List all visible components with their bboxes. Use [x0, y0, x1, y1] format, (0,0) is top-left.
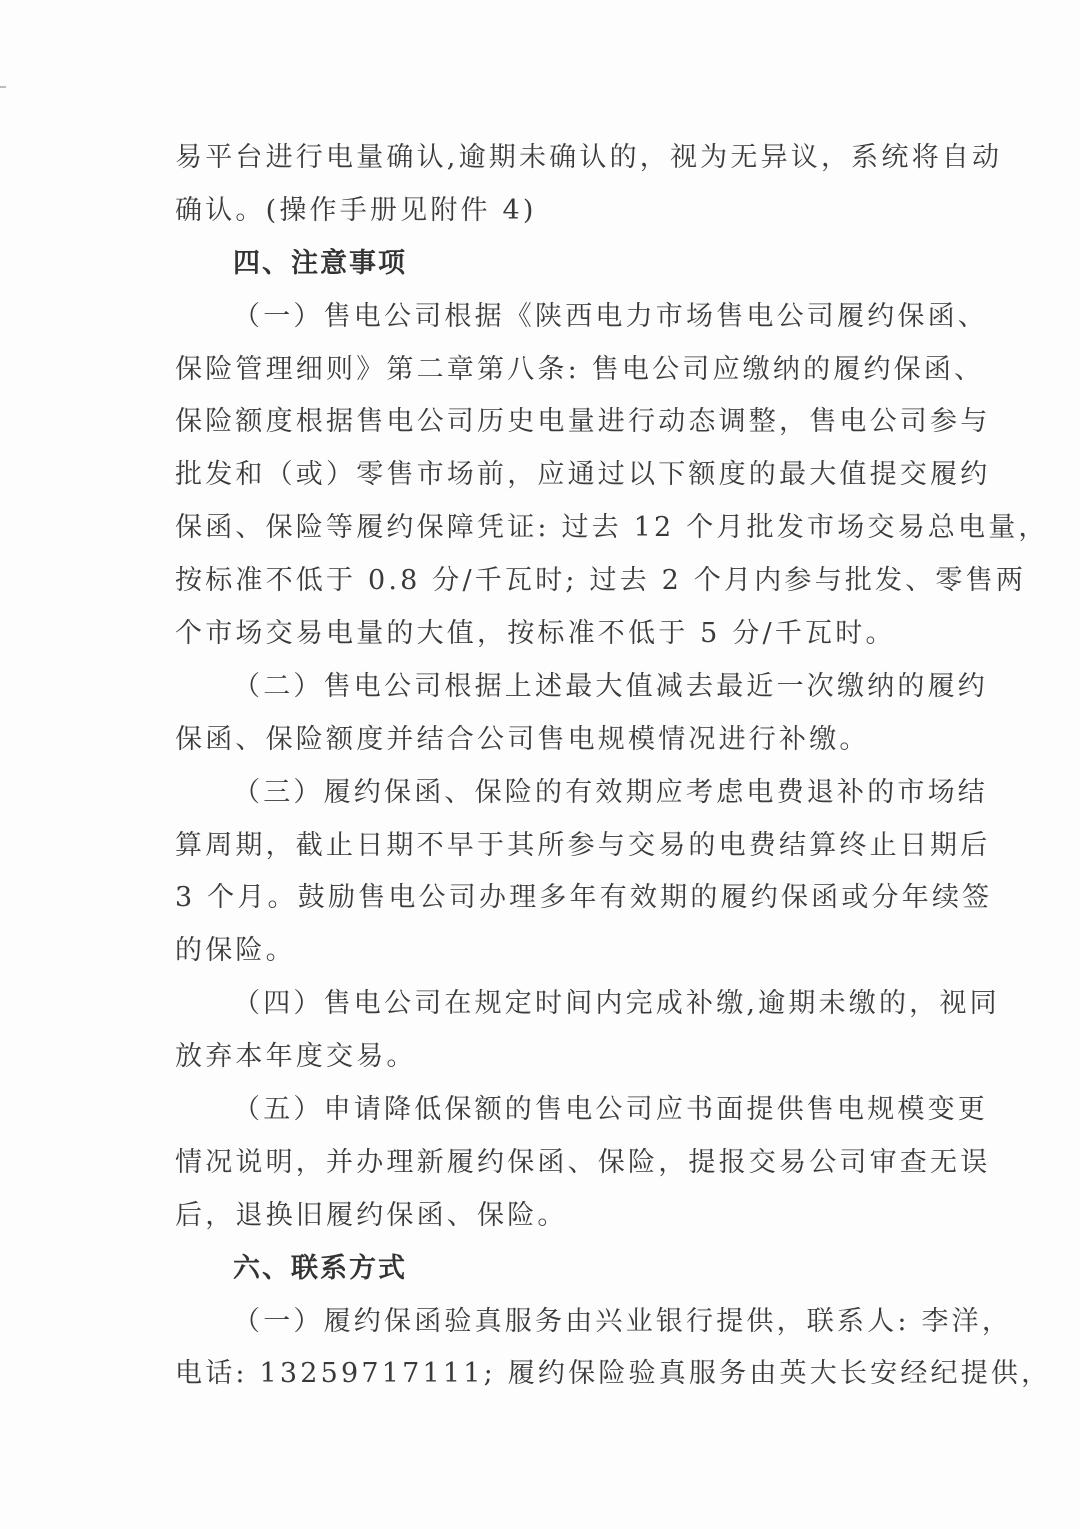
body-line: 保险管理细则》第二章第八条: 售电公司应缴纳的履约保函、 — [175, 353, 985, 385]
body-line: 3 个月。鼓励售电公司办理多年有效期的履约保函或分年续签 — [175, 882, 993, 914]
body-line: 放弃本年度交易。 — [175, 1041, 417, 1073]
body-line: 批发和（或）零售市场前，应通过以下额度的最大值提交履约 — [175, 459, 991, 491]
scan-edge-mark — [0, 86, 6, 88]
body-line: 电话: 13259717111; 履约保险验真服务由英大长安经纪提供， — [175, 1358, 1052, 1390]
body-line: 保函、保险等履约保障凭证: 过去 12 个月批发市场交易总电量， — [175, 512, 1049, 544]
body-line: 保险额度根据售电公司历史电量进行动态调整，售电公司参与 — [175, 406, 991, 438]
body-line: 确认。(操作手册见附件 4) — [175, 194, 537, 226]
section-heading-notes: 四、注意事项 — [233, 247, 407, 279]
paragraph-start-contact-1: （一）履约保函验真服务由兴业银行提供，联系人: 李洋， — [233, 1305, 1013, 1337]
body-line: 保函、保险额度并结合公司售电规模情况进行补缴。 — [175, 723, 870, 755]
body-line: 后，退换旧履约保函、保险。 — [175, 1199, 568, 1231]
body-line: 易平台进行电量确认,逾期未确认的，视为无异议，系统将自动 — [175, 142, 1003, 173]
body-line: 算周期，截止日期不早于其所参与交易的电费结算终止日期后 — [175, 829, 991, 861]
section-heading-contact: 六、联系方式 — [233, 1252, 407, 1284]
body-line: 按标准不低于 0.8 分/千瓦时; 过去 2 个月内参与批发、零售两 — [175, 565, 1027, 597]
paragraph-start-5: （五）申请降低保额的售电公司应书面提供售电规模变更 — [233, 1094, 988, 1126]
paragraph-start-4: （四）售电公司在规定时间内完成补缴,逾期未缴的，视同 — [233, 988, 1000, 1020]
paragraph-start-3: （三）履约保函、保险的有效期应考虑电费退补的市场结 — [233, 776, 988, 808]
paragraph-start-2: （二）售电公司根据上述最大值减去最近一次缴纳的履约 — [233, 670, 988, 702]
body-line: 的保险。 — [175, 935, 296, 967]
document-page — [175, 132, 1052, 1401]
body-line: 情况说明，并办理新履约保函、保险，提报交易公司审查无误 — [175, 1146, 991, 1178]
body-line: 个市场交易电量的大值，按标准不低于 5 分/千瓦时。 — [175, 618, 896, 650]
paragraph-start-1: （一）售电公司根据《陕西电力市场售电公司履约保函、 — [233, 300, 988, 332]
